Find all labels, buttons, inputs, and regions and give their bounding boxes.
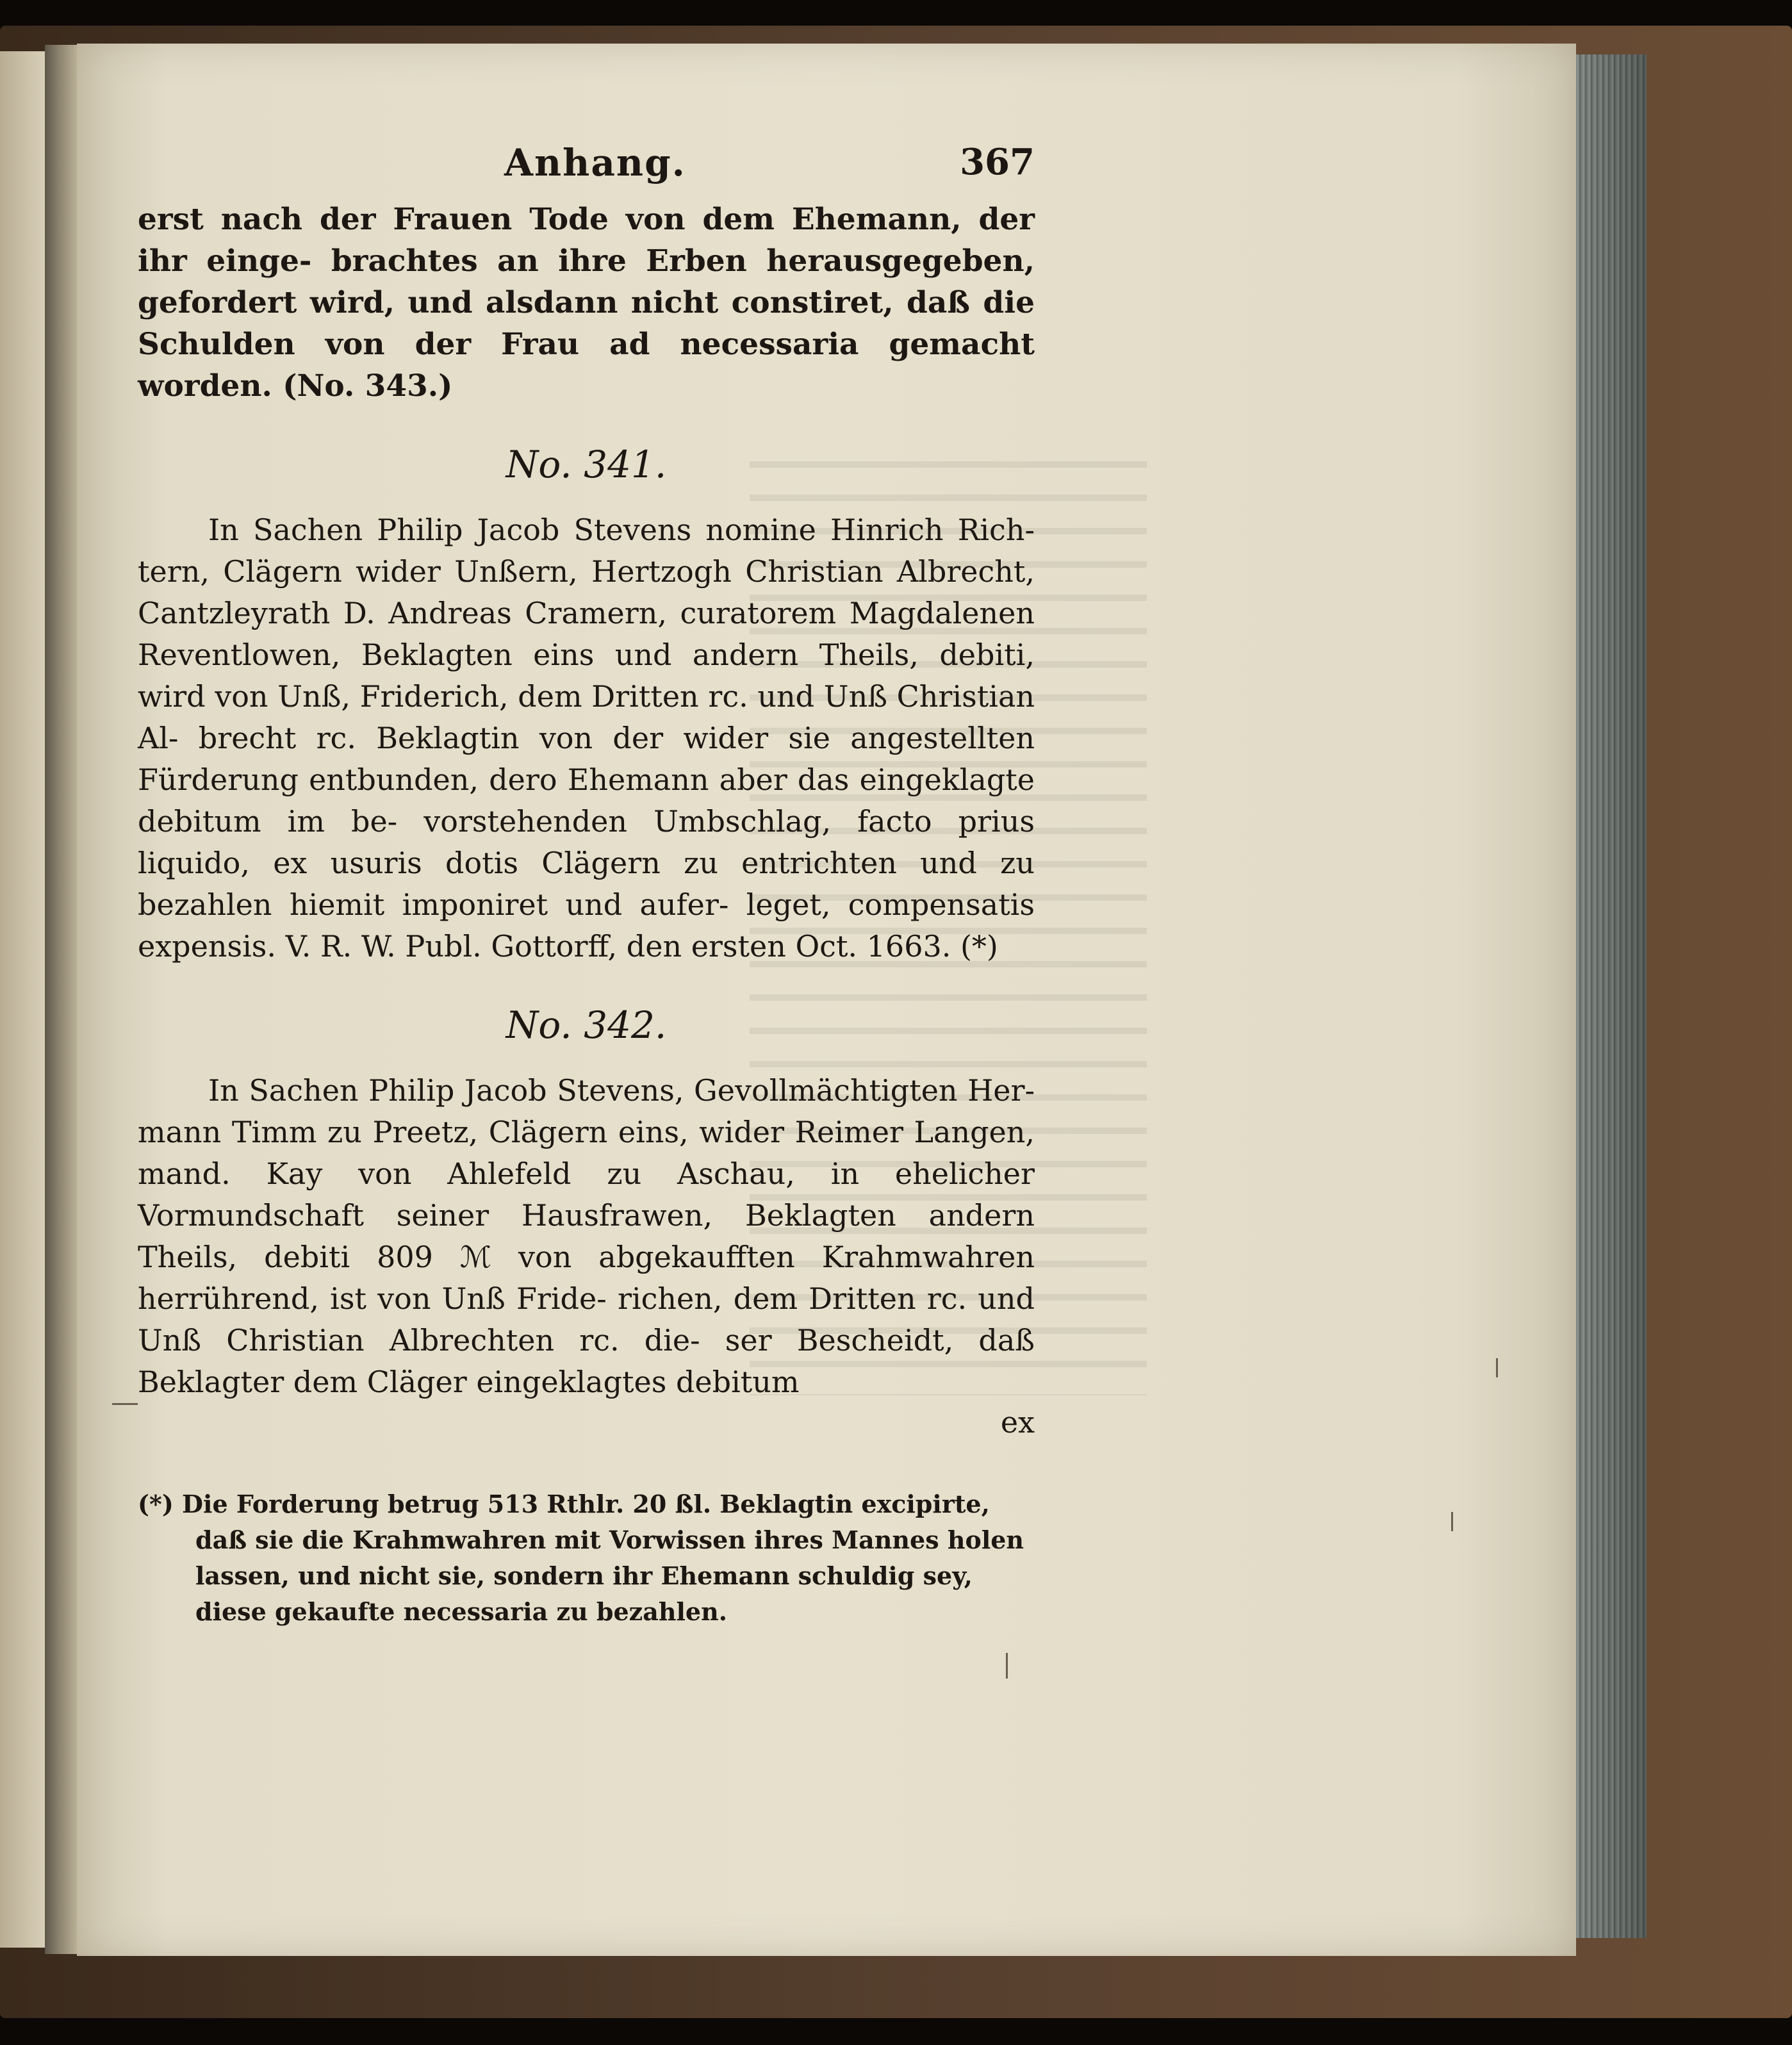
paper-speck (1451, 1512, 1453, 1531)
paper-speck (1496, 1358, 1498, 1377)
section-heading-342: No. 342. (506, 1003, 667, 1047)
section-body-341: In Sachen Philip Jacob Stevens nomine Hinrich Rich- tern, Clägern wider Unßern, Hertzogh Christian Albrecht, Cantzleyrath D. Andreas Cramern, curatorem Magdalenen Reventlowen, Beklagten eins und andern Theils, debiti, wird von Unß, Friderich, dem Dritten rc. und Unß Christian Al- brecht rc. Beklagtin von der wider sie angestellten Fürderung entbunden, dero Ehemann aber das eingeklagte debitum im be- vorstehenden Umbschlag, facto prius liquido, ex usuris dotis Clägern zu entrichten und zu bezahlen hiemit imponiret und aufer- leget, compensatis expensis. V. R. W. Publ. Gottorff, den ersten Oct. 1663. (*) (138, 513, 1035, 964)
fore-edge-shadow (1576, 54, 1647, 1938)
paper-speck (1006, 1653, 1008, 1679)
running-head-title: Anhang. (504, 141, 686, 185)
left-page-edge (0, 51, 45, 1948)
footnote: (*) Die Forderung betrug 513 Rthlr. 20 ßl. Beklagtin excipirte, daß sie die Krahmwahren mit Vorwissen ihres Mannes holen lassen, und nicht sie, sondern ihr Ehemann schuldig sey, diese gekaufte necessaria zu bezahlen. (138, 1490, 1024, 1626)
section-body-342: In Sachen Philip Jacob Stevens, Gevollmächtigten Her- mann Timm zu Preetz, Clägern eins, wider Reimer Langen, mand. Kay von Ahlefeld zu Aschau, in ehelicher Vormundschaft seiner Hausfrawen, Beklagten andern Theils, debiti 809 ℳ von abgekaufften Krahmwahren herrührend, ist von Unß Fride- richen, dem Dritten rc. und Unß Christian Albrechten rc. die- ser Bescheidt, daß Beklagter dem Cläger eingeklagtes debitum (138, 1073, 1035, 1399)
margin-mark (112, 1403, 138, 1405)
intro-paragraph: erst nach der Frauen Tode von dem Ehemann, der ihr einge- brachtes an ihre Erben herausgegeben, gefordert wird, und alsdann nicht constiret, daß die Schulden von der Frau ad necessaria gemacht worden. (No. 343.) (138, 202, 1035, 404)
printed-text-block (138, 141, 1035, 1654)
catch-word: ex (1000, 1405, 1035, 1440)
running-head (138, 141, 1035, 199)
section-heading-341: No. 341. (506, 443, 667, 486)
page-number: 367 (960, 141, 1035, 183)
